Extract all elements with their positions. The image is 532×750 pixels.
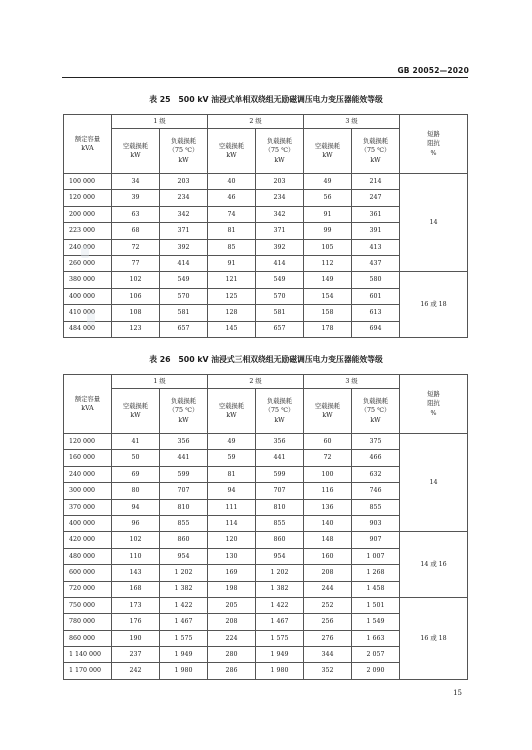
capacity-cell: 400 000 [64,288,112,304]
loss-cell: 342 [160,206,208,222]
loss-cell: 112 [304,255,352,271]
loss-cell: 286 [208,663,256,679]
loss-cell: 256 [304,614,352,630]
header-text: % [430,149,437,157]
load-loss-header [256,389,304,434]
header-text: kW [322,152,333,159]
loss-cell: 356 [160,434,208,450]
header-text: kW [226,152,237,159]
loss-cell: 158 [304,305,352,321]
loss-cell: 108 [112,305,160,321]
loss-cell: 707 [160,483,208,499]
loss-cell: 252 [304,597,352,613]
header-text: （75 ℃） [168,147,199,155]
load-loss-header [352,389,400,434]
loss-cell: 116 [304,483,352,499]
table25 [63,114,468,338]
loss-cell: 50 [112,450,160,466]
loss-cell: 361 [352,206,400,222]
loss-cell: 903 [352,515,400,531]
header-text: 空载损耗 [218,402,245,410]
grade-header: 3 级 [304,115,400,129]
loss-cell: 1 202 [256,565,304,581]
grade-header: 1 级 [112,375,208,389]
loss-cell: 85 [208,239,256,255]
loss-cell: 371 [160,223,208,239]
loss-cell: 120 [208,532,256,548]
table-row [64,597,468,613]
capacity-cell: 484 000 [64,321,112,337]
loss-cell: 599 [160,466,208,482]
loss-cell: 145 [208,321,256,337]
capacity-cell: 780 000 [64,614,112,630]
load-loss-header [160,129,208,174]
loss-cell: 106 [112,288,160,304]
loss-cell: 276 [304,630,352,646]
loss-cell: 694 [352,321,400,337]
header-text: 空载损耗 [314,142,341,150]
loss-cell: 102 [112,532,160,548]
header-text: 负载损耗 [362,137,389,145]
standard-code: GB 20052—2020 [397,66,469,75]
capacity-cell: 860 000 [64,630,112,646]
impedance-cell: 14 或 16 [400,532,468,598]
loss-cell: 46 [208,190,256,206]
loss-cell: 414 [160,255,208,271]
loss-cell: 242 [112,663,160,679]
loss-cell: 63 [112,206,160,222]
watermark-mark [87,313,95,325]
loss-cell: 1 422 [256,597,304,613]
loss-cell: 74 [208,206,256,222]
header-text: （75 ℃） [264,407,295,415]
loss-cell: 437 [352,255,400,271]
loss-cell: 1 202 [160,565,208,581]
header-text: kW [274,416,285,424]
loss-cell: 414 [256,255,304,271]
header-text: kW [130,152,141,159]
loss-cell: 1 575 [256,630,304,646]
loss-cell: 94 [112,499,160,515]
loss-cell: 570 [256,288,304,304]
capacity-cell: 120 000 [64,190,112,206]
no-load-loss-header [304,389,352,434]
table-row [64,272,468,288]
table-row [64,532,468,548]
header-text: 额定容量 [74,135,101,143]
loss-cell: 1 422 [160,597,208,613]
table25-title: 表 25 500 kV 油浸式单相双绕组无励磁调压电力变压器能效等级 [149,95,383,104]
header-row [64,115,468,129]
loss-cell: 344 [304,647,352,663]
loss-cell: 2 090 [352,663,400,679]
loss-cell: 954 [160,548,208,564]
loss-cell: 203 [160,174,208,190]
loss-cell: 810 [160,499,208,515]
header-text: 短路 [427,130,440,138]
loss-cell: 234 [256,190,304,206]
loss-cell: 69 [112,466,160,482]
header-text: 短路 [427,390,440,398]
loss-cell: 570 [160,288,208,304]
loss-cell: 907 [352,532,400,548]
loss-cell: 96 [112,515,160,531]
loss-cell: 1 268 [352,565,400,581]
header-text: 负载损耗 [170,397,197,405]
loss-cell: 237 [112,647,160,663]
impedance-cell: 16 或 18 [400,272,468,338]
loss-cell: 224 [208,630,256,646]
grade-header: 2 级 [208,115,304,129]
loss-cell: 413 [352,239,400,255]
header-text: 负载损耗 [266,137,293,145]
loss-cell: 128 [208,305,256,321]
loss-cell: 1 501 [352,597,400,613]
loss-cell: 657 [160,321,208,337]
capacity-cell: 370 000 [64,499,112,515]
grade-header: 2 级 [208,375,304,389]
loss-cell: 59 [208,450,256,466]
header-text: 负载损耗 [362,397,389,405]
loss-cell: 1 467 [160,614,208,630]
capacity-cell: 410 000 [64,305,112,321]
header-text: （75 ℃） [360,407,391,415]
capacity-cell: 200 000 [64,206,112,222]
loss-cell: 707 [256,483,304,499]
loss-cell: 466 [352,450,400,466]
impedance-cell: 16 或 18 [400,597,468,679]
loss-cell: 860 [160,532,208,548]
header-text: kW [178,156,189,164]
grade-header: 1 级 [112,115,208,129]
loss-cell: 632 [352,466,400,482]
header-text: % [430,409,437,417]
no-load-loss-header [208,389,256,434]
loss-cell: 125 [208,288,256,304]
loss-cell: 111 [208,499,256,515]
capacity-cell: 480 000 [64,548,112,564]
impedance-cell: 14 [400,434,468,532]
loss-cell: 123 [112,321,160,337]
loss-cell: 99 [304,223,352,239]
header-text: kW [226,412,237,419]
loss-cell: 34 [112,174,160,190]
loss-cell: 1 458 [352,581,400,597]
header-text: （75 ℃） [264,147,295,155]
no-load-loss-header [112,389,160,434]
watermark-mark [81,246,89,258]
header-text: kVA [81,145,94,152]
loss-cell: 136 [304,499,352,515]
loss-cell: 81 [208,223,256,239]
header-text: kW [274,156,285,164]
capacity-cell: 260 000 [64,255,112,271]
no-load-loss-header [304,129,352,174]
loss-cell: 599 [256,466,304,482]
header-text: 阻抗 [427,140,440,148]
loss-cell: 1 382 [256,581,304,597]
grade-header: 3 级 [304,375,400,389]
capacity-cell: 240 000 [64,466,112,482]
loss-cell: 1 575 [160,630,208,646]
header-text: 负载损耗 [170,137,197,145]
loss-cell: 198 [208,581,256,597]
loss-cell: 580 [352,272,400,288]
loss-cell: 392 [256,239,304,255]
loss-cell: 1 549 [352,614,400,630]
header-text: 额定容量 [74,395,101,403]
load-loss-header [256,129,304,174]
loss-cell: 49 [304,174,352,190]
loss-cell: 352 [304,663,352,679]
loss-cell: 72 [304,450,352,466]
loss-cell: 49 [208,434,256,450]
loss-cell: 176 [112,614,160,630]
loss-cell: 102 [112,272,160,288]
loss-cell: 130 [208,548,256,564]
loss-cell: 203 [256,174,304,190]
loss-cell: 810 [256,499,304,515]
loss-cell: 244 [304,581,352,597]
loss-cell: 601 [352,288,400,304]
header-row [64,375,468,389]
loss-cell: 178 [304,321,352,337]
loss-cell: 549 [256,272,304,288]
loss-cell: 110 [112,548,160,564]
loss-cell: 114 [208,515,256,531]
loss-cell: 154 [304,288,352,304]
impedance-header [400,375,468,434]
capacity-cell: 720 000 [64,581,112,597]
loss-cell: 140 [304,515,352,531]
loss-cell: 39 [112,190,160,206]
capacity-cell: 120 000 [64,434,112,450]
loss-cell: 746 [352,483,400,499]
loss-cell: 72 [112,239,160,255]
no-load-loss-header [208,129,256,174]
header-rule [62,77,468,78]
header-text: kW [130,412,141,419]
loss-cell: 1 949 [256,647,304,663]
load-loss-header [160,389,208,434]
load-loss-header [352,129,400,174]
header-text: kW [322,412,333,419]
loss-cell: 234 [160,190,208,206]
header-text: （75 ℃） [168,407,199,415]
loss-cell: 40 [208,174,256,190]
loss-cell: 247 [352,190,400,206]
capacity-cell: 600 000 [64,565,112,581]
impedance-header [400,115,468,174]
loss-cell: 581 [160,305,208,321]
loss-cell: 860 [256,532,304,548]
loss-cell: 105 [304,239,352,255]
capacity-cell: 100 000 [64,174,112,190]
header-text: 空载损耗 [122,142,149,150]
capacity-cell: 240 000 [64,239,112,255]
loss-cell: 121 [208,272,256,288]
loss-cell: 1 980 [256,663,304,679]
loss-cell: 2 057 [352,647,400,663]
loss-cell: 1 663 [352,630,400,646]
loss-cell: 208 [208,614,256,630]
loss-cell: 855 [352,499,400,515]
header-text: kW [370,156,381,164]
loss-cell: 1 007 [352,548,400,564]
capacity-cell: 380 000 [64,272,112,288]
loss-cell: 168 [112,581,160,597]
loss-cell: 1 980 [160,663,208,679]
header-text: 阻抗 [427,400,440,408]
loss-cell: 1 467 [256,614,304,630]
loss-cell: 214 [352,174,400,190]
loss-cell: 77 [112,255,160,271]
loss-cell: 173 [112,597,160,613]
loss-cell: 954 [256,548,304,564]
loss-cell: 549 [160,272,208,288]
header-text: 空载损耗 [314,402,341,410]
loss-cell: 855 [256,515,304,531]
capacity-header [64,115,112,174]
table26 [63,374,468,680]
loss-cell: 1 382 [160,581,208,597]
no-load-loss-header [112,129,160,174]
loss-cell: 80 [112,483,160,499]
loss-cell: 91 [304,206,352,222]
capacity-cell: 1 170 000 [64,663,112,679]
header-text: （75 ℃） [360,147,391,155]
loss-cell: 280 [208,647,256,663]
loss-cell: 149 [304,272,352,288]
capacity-cell: 223 000 [64,223,112,239]
capacity-cell: 300 000 [64,483,112,499]
capacity-cell: 750 000 [64,597,112,613]
loss-cell: 371 [256,223,304,239]
loss-cell: 60 [304,434,352,450]
loss-cell: 160 [304,548,352,564]
table-row [64,174,468,190]
loss-cell: 190 [112,630,160,646]
loss-cell: 657 [256,321,304,337]
header-text: kVA [81,405,94,412]
loss-cell: 208 [304,565,352,581]
capacity-cell: 400 000 [64,515,112,531]
loss-cell: 56 [304,190,352,206]
loss-cell: 91 [208,255,256,271]
loss-cell: 148 [304,532,352,548]
loss-cell: 441 [160,450,208,466]
loss-cell: 81 [208,466,256,482]
loss-cell: 1 949 [160,647,208,663]
header-text: kW [370,416,381,424]
loss-cell: 68 [112,223,160,239]
loss-cell: 392 [160,239,208,255]
table26-title: 表 26 500 kV 油浸式三相双绕组无励磁调压电力变压器能效等级 [149,355,383,364]
loss-cell: 342 [256,206,304,222]
loss-cell: 205 [208,597,256,613]
page-number: 15 [453,689,462,697]
capacity-cell: 420 000 [64,532,112,548]
header-text: 空载损耗 [122,402,149,410]
loss-cell: 375 [352,434,400,450]
impedance-cell: 14 [400,174,468,272]
loss-cell: 94 [208,483,256,499]
loss-cell: 41 [112,434,160,450]
header-text: 空载损耗 [218,142,245,150]
loss-cell: 100 [304,466,352,482]
loss-cell: 391 [352,223,400,239]
loss-cell: 441 [256,450,304,466]
loss-cell: 581 [256,305,304,321]
loss-cell: 143 [112,565,160,581]
loss-cell: 356 [256,434,304,450]
capacity-header [64,375,112,434]
header-text: 负载损耗 [266,397,293,405]
capacity-cell: 160 000 [64,450,112,466]
capacity-cell: 1 140 000 [64,647,112,663]
header-text: kW [178,416,189,424]
loss-cell: 855 [160,515,208,531]
loss-cell: 169 [208,565,256,581]
table-row [64,434,468,450]
loss-cell: 613 [352,305,400,321]
